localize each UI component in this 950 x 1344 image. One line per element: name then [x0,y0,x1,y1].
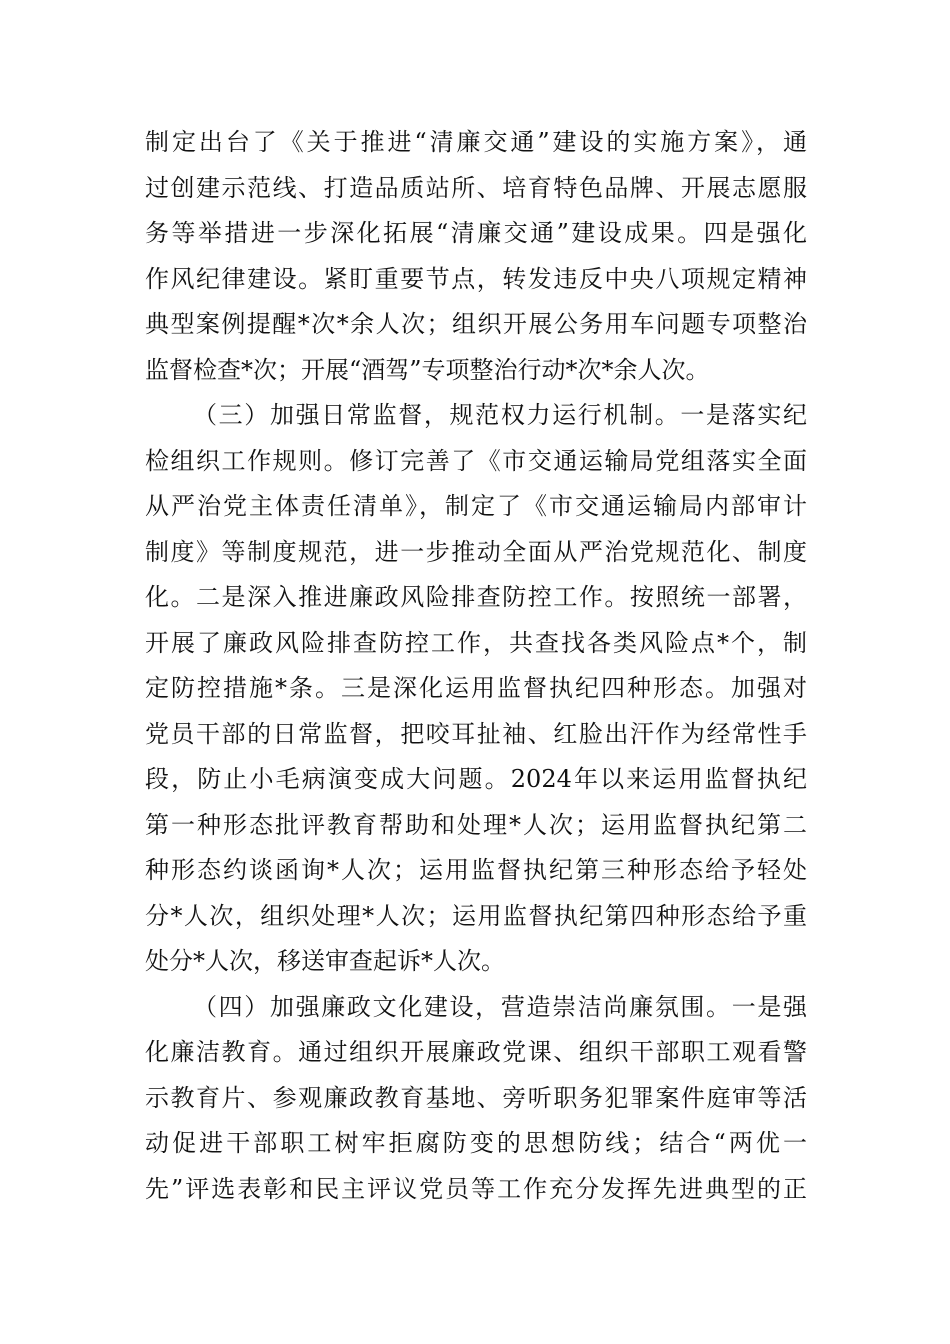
paragraph-2-line-6: 开展了廉政风险排查防控工作，共查找各类风险点*个，制 [145,628,807,657]
paragraph-3-line-4: 动促进干部职工树牢拒腐防变的思想防线；结合“两优一 [145,1129,807,1157]
paragraph-2-line-11: 种形态约谈函询*人次；运用监督执纪第三种形态给予轻处 [145,856,807,884]
paragraph-3-line-5: 先”评选表彰和民主评议党员等工作充分发挥先进典型的正 [145,1174,807,1203]
paragraph-2-line-5: 化。二是深入推进廉政风险排查防控工作。按照统一部署， [145,583,807,611]
paragraph-2-line-8: 党员干部的日常监督，把咬耳扯袖、红脸出汗作为经常性手 [145,719,807,748]
paragraph-1-line-4: 作风纪律建设。紧盯重要节点，转发违反中央八项规定精神 [145,264,807,293]
paragraph-1-line-5: 典型案例提醒*次*余人次；组织开展公务用车问题专项整治 [145,310,807,338]
paragraph-1-line-1: 制定出台了《关于推进“清廉交通”建设的实施方案》，通 [145,128,807,156]
paragraph-1-line-3: 务等举措进一步深化拓展“清廉交通”建设成果。四是强化 [145,219,807,247]
paragraph-3-line-3: 示教育片、参观廉政教育基地、旁听职务犯罪案件庭审等活 [145,1083,807,1112]
paragraph-2-line-7: 定防控措施*条。三是深化运用监督执纪四种形态。加强对 [145,674,807,702]
paragraph-3-line-2: 化廉洁教育。通过组织开展廉政党课、组织干部职工观看警 [145,1038,807,1066]
paragraph-3-line-1: （四）加强廉政文化建设，营造崇洁尚廉氛围。一是强 [193,992,807,1021]
paragraph-2-line-10: 第一种形态批评教育帮助和处理*人次；运用监督执纪第二 [145,810,807,839]
paragraph-1-line-6: 监督检查*次；开展“酒驾”专项整治行动*次*余人次。 [145,355,710,384]
paragraph-2-line-4: 制度》等制度规范，进一步推动全面从严治党规范化、制度 [145,537,807,566]
paragraph-2-line-2: 检组织工作规则。修订完善了《市交通运输局党组落实全面 [145,446,807,475]
paragraph-2-line-13: 处分*人次，移送审查起诉*人次。 [145,947,505,975]
paragraph-2-line-12: 分*人次，组织处理*人次；运用监督执纪第四种形态给予重 [145,901,807,930]
paragraph-1-line-2: 过创建示范线、打造品质站所、培育特色品牌、开展志愿服 [145,173,807,202]
paragraph-2-line-3: 从严治党主体责任清单》，制定了《市交通运输局内部审计 [145,492,807,520]
paragraph-2-line-9: 段，防止小毛病演变成大问题。2024年以来运用监督执纪 [145,765,807,793]
document-body [145,120,807,1212]
paragraph-2-line-1: （三）加强日常监督，规范权力运行机制。一是落实纪 [193,401,807,429]
